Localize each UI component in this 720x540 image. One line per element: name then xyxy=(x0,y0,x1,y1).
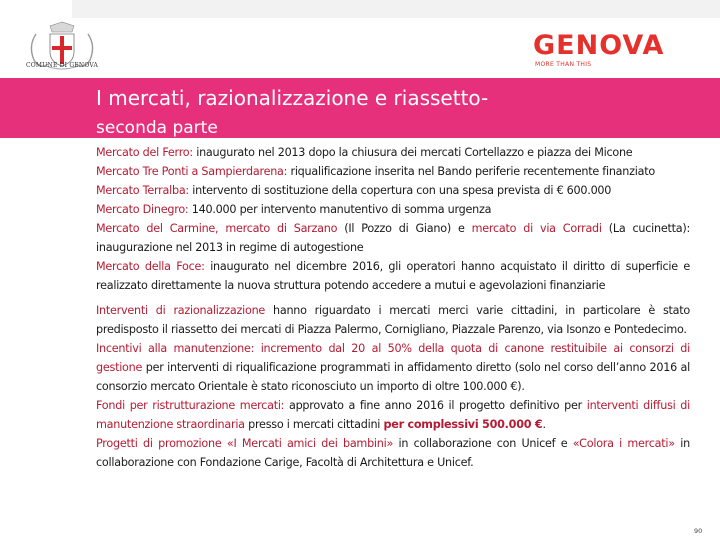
paragraph-text: hanno riguardato i mercati merci varie cittadini, in particolare è stato predisposto il riassetto dei mercati di Piazza Palermo, Cornigliano, Piazzale Parenzo, via Isonzo e Pontedecimo. xyxy=(96,304,691,336)
paragraph-foce xyxy=(96,257,690,295)
paragraph-text: riqualificazione inserita nel Bando periferie recentemente finanziato xyxy=(287,165,655,178)
paragraph-text: (Il Pozzo di Giano) e xyxy=(337,222,472,235)
paragraph-razionalizzazione xyxy=(96,301,690,339)
highlight-text: Incentivi alla manutenzione: incremento dal 20 al 50% della quota di canone restituibile ai consorzi di gestione xyxy=(96,342,690,374)
highlight-text: Progetti di promozione «I Mercati amici dei bambini» xyxy=(96,437,394,450)
top-band xyxy=(72,0,720,18)
market-name: Mercato della Foce: xyxy=(96,260,205,273)
paragraph-text: in collaborazione con Unicef e xyxy=(393,437,573,450)
market-name: mercato di via Corradi xyxy=(471,222,602,235)
paragraph-incentivi xyxy=(96,339,690,396)
market-name: Mercato del Ferro: xyxy=(96,146,193,159)
market-name: Mercato del Carmine, mercato di Sarzano xyxy=(96,222,338,235)
highlight-text: Fondi per ristrutturazione mercati: xyxy=(96,399,285,412)
paragraph-text: . xyxy=(542,418,546,431)
slide-subtitle: seconda parte xyxy=(96,118,218,138)
genova-brand-logo xyxy=(533,32,703,72)
paragraph-text: intervento di sostituzione della copertura con una spesa prevista di € 600.000 xyxy=(188,184,612,197)
market-name: Mercato Dinegro: xyxy=(96,203,189,216)
market-name: Mercato Tre Ponti a Sampierdarena: xyxy=(96,165,288,178)
paragraph-text: per interventi di riqualificazione programmati in affidamento diretto (solo nel corso dell’anno 2016 al consorzio mercato Orientale è stato riconosciuto un importo di oltre 100.000 €). xyxy=(96,361,690,393)
paragraph-dinegro xyxy=(96,200,690,219)
highlight-text: Interventi di razionalizzazione xyxy=(96,304,266,317)
highlight-amount: per complessivi 500.000 € xyxy=(383,418,543,431)
paragraph-mercato-ferro xyxy=(96,143,690,162)
paragraph-text: 140.000 per intervento manutentivo di somma urgenza xyxy=(188,203,492,216)
highlight-text: «Colora i mercati» xyxy=(572,437,675,450)
brand-title: GENOVA xyxy=(533,30,665,61)
paragraph-tre-ponti xyxy=(96,162,690,181)
paragraph-text: approvato a fine anno 2016 il progetto definitivo per xyxy=(284,399,587,412)
paragraph-carmine xyxy=(96,219,690,257)
crest-caption: COMUNE DI GENOVA xyxy=(25,62,99,69)
paragraph-text: inaugurato nel 2013 dopo la chiusura dei mercati Cortellazzo e piazza dei Micone xyxy=(192,146,633,159)
brand-tagline: MORE THAN THIS xyxy=(535,61,592,68)
highlight-text: interventi diffusi di manutenzione straordinaria xyxy=(96,399,690,431)
page-number: 90 xyxy=(694,527,703,535)
paragraph-text: in collaborazione con Fondazione Carige, Facoltà di Architettura e Unicef. xyxy=(96,437,690,469)
paragraph-terralba xyxy=(96,181,690,200)
paragraph-text: presso i mercati cittadini xyxy=(244,418,384,431)
paragraph-progetti xyxy=(96,434,690,472)
slide-body xyxy=(96,143,690,472)
paragraph-text: inaugurato nel dicembre 2016, gli operatori hanno acquistato il diritto di superficie e realizzato direttamente la nuova struttura potendo accedere a mutui e agevolazioni finanziarie xyxy=(96,260,690,292)
market-name: Mercato Terralba: xyxy=(96,184,189,197)
slide-title: I mercati, razionalizzazione e riassetto- xyxy=(96,86,489,110)
paragraph-text: (La cucinetta): inaugurazione nel 2013 in regime di autogestione xyxy=(96,222,690,254)
paragraph-fondi xyxy=(96,396,690,434)
